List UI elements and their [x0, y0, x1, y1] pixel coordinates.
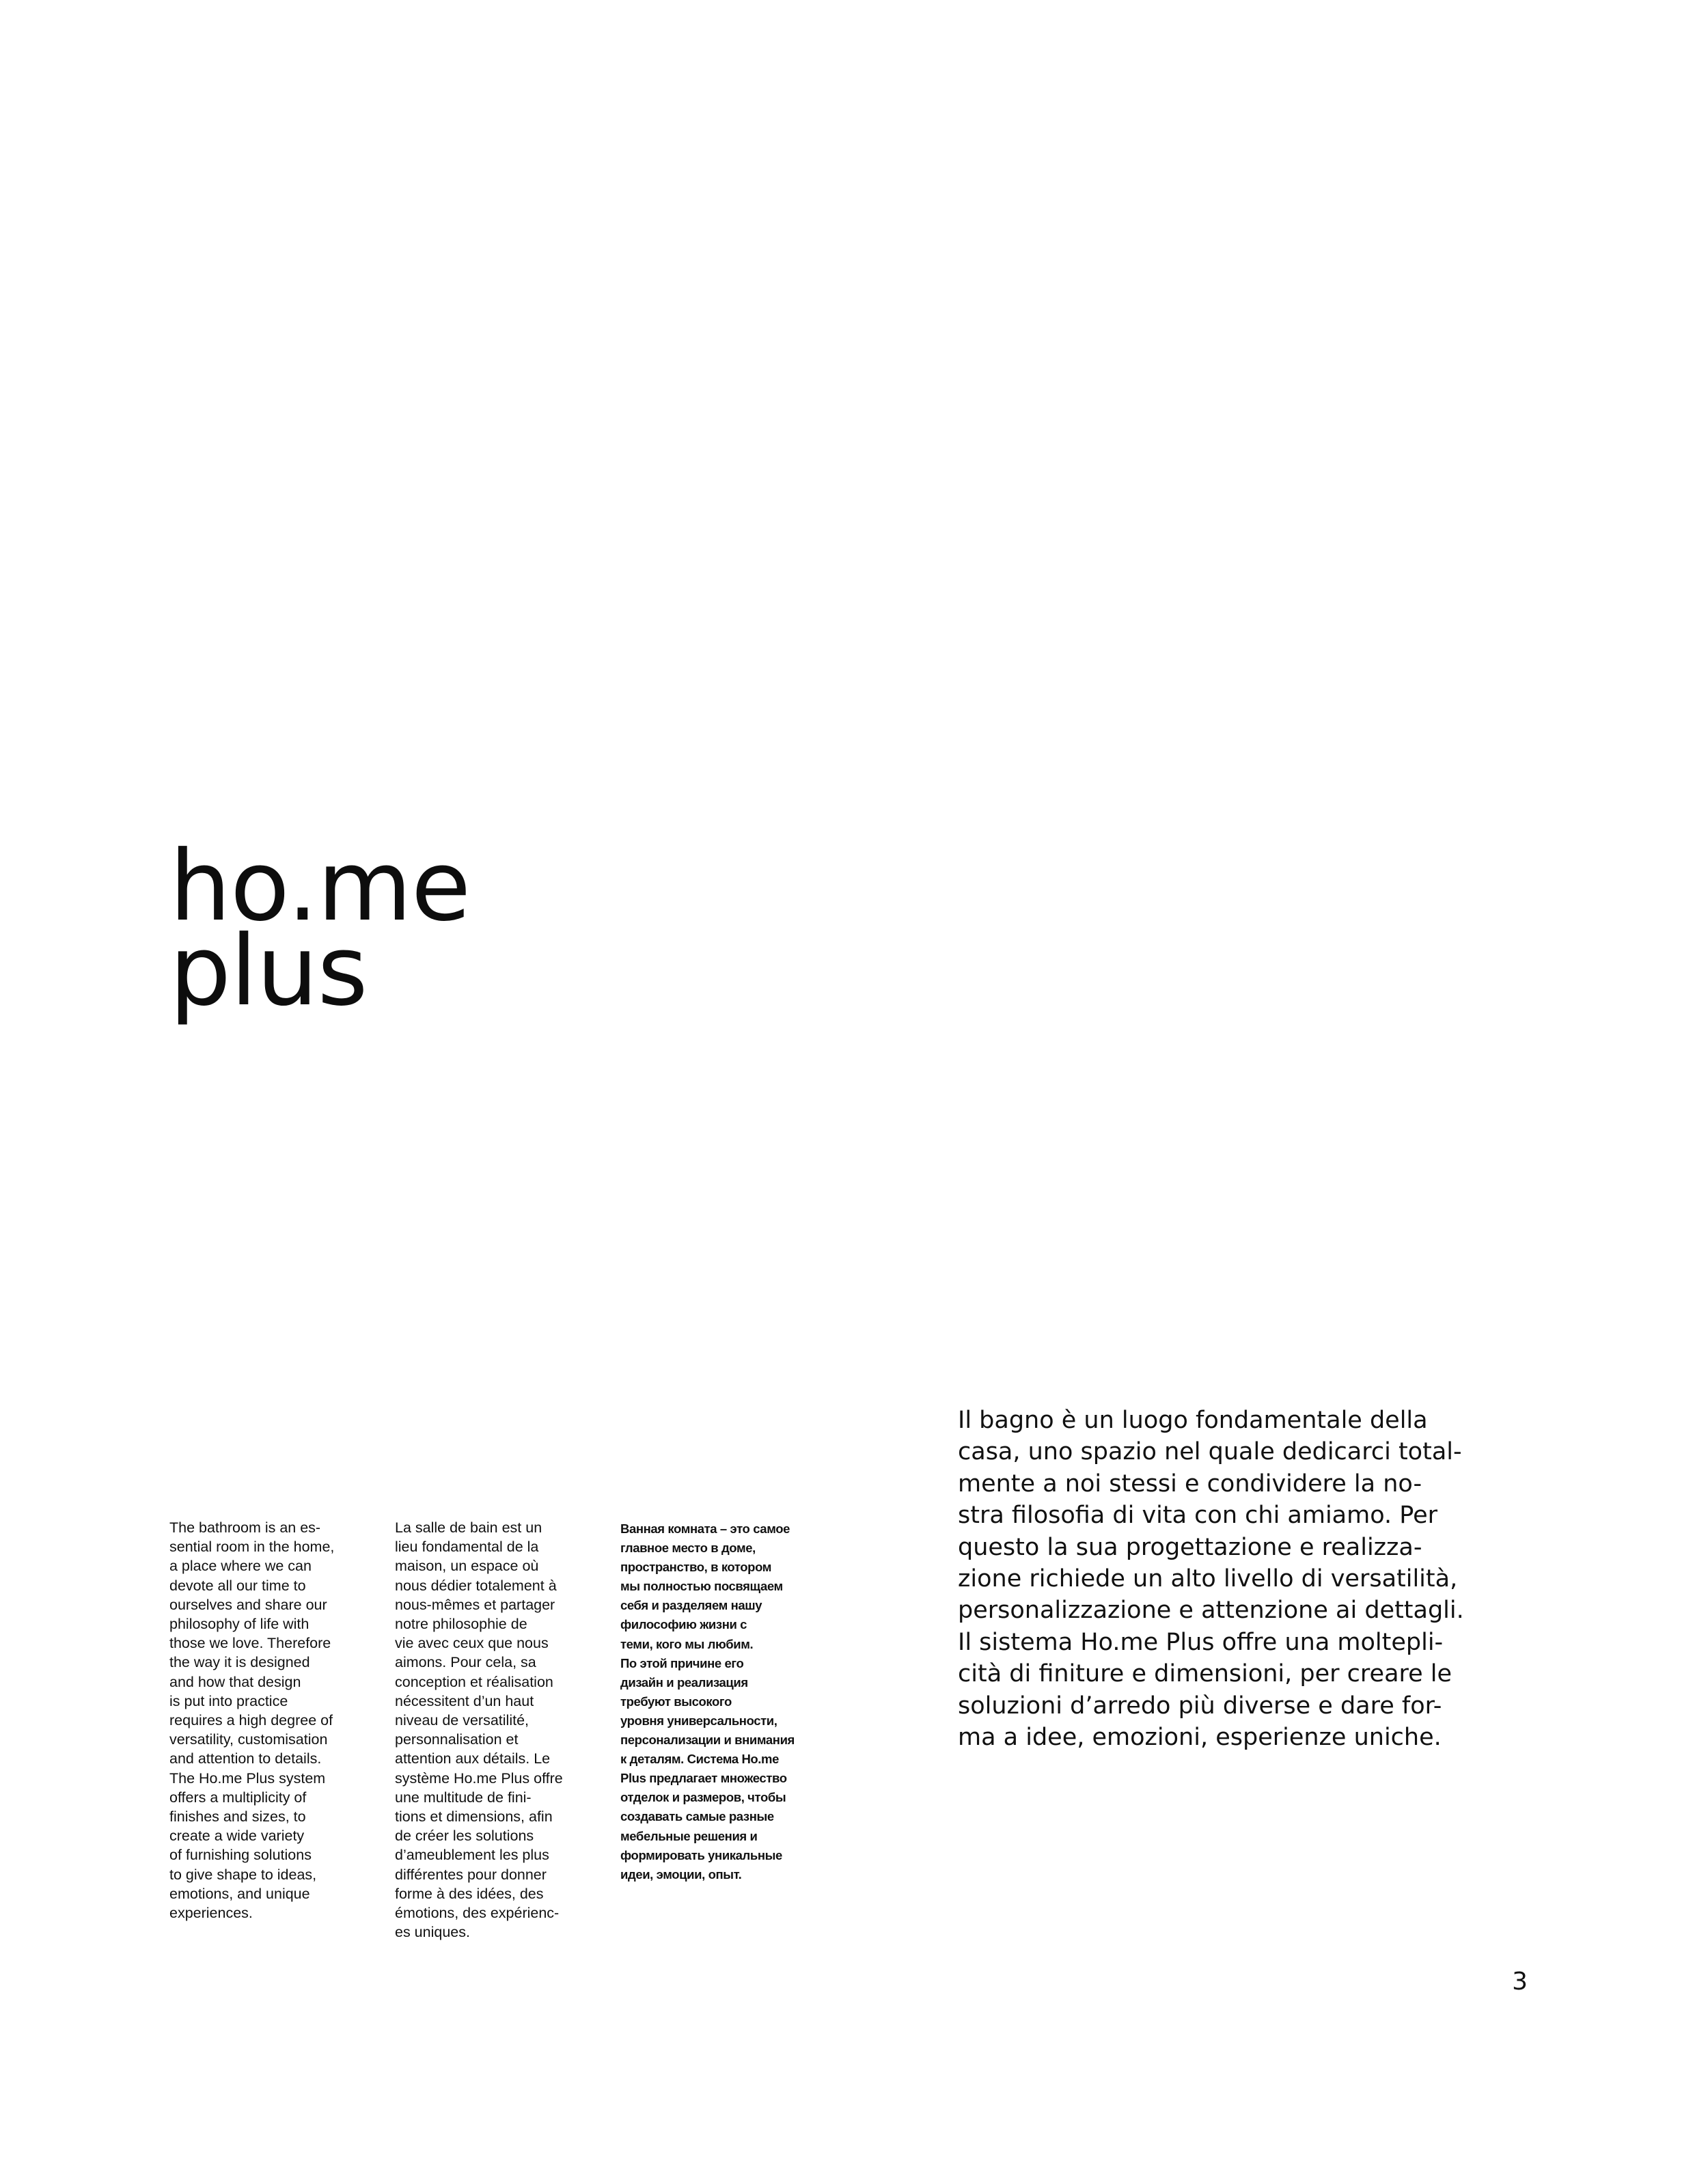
page-number: 3	[1512, 1968, 1528, 1996]
brand-title-line-1: ho.me	[169, 830, 471, 943]
brand-title-line-2: plus	[169, 915, 368, 1028]
brand-title	[169, 830, 471, 1028]
description-french: La salle de bain est un lieu fondamental de la maison, un espace où nous dédier totalement à nous-mêmes et partager notre philosophie de vie avec ceux que nous aimons. Pour cela, sa conception et réalisation nécessitent d’un haut niveau de versatilité, personnalisation et attention aux détails. Le système Ho.me Plus offre une multitude de fini- tions et dimensions, afin de créer les solutions d’ameublement les plus différentes pour donner forme à des idées, des émotions, des expérienc- es uniques.	[395, 1519, 563, 1941]
description-english: The bathroom is an es- sential room in the home, a place where we can devote all our time to ourselves and share our philosophy of life with those we love. Therefore the way it is designed and how that design is put into practice requires a high degree of versatility, customisation and attention to details. The Ho.me Plus system offers a multiplicity of finishes and sizes, to create a wide variety of furnishing solutions to give shape to ideas, emotions, and unique experiences.	[169, 1519, 335, 1922]
description-russian: Ванная комната – это самое главное место в доме, пространство, в котором мы полностью посвящаем себя и разделяем нашу философию жизни с теми, кого мы любим. По этой причине его дизайн и реализация требуют высокого уровня универсальности, персонализации и внимания к деталям. Система Ho.me Plus предлагает множество отделок и размеров, чтобы создавать самые разные мебельные решения и формировать уникальные идеи, эмоции, опыт.	[620, 1521, 795, 1882]
description-italian: Il bagno è un luogo fondamentale della casa, uno spazio nel quale dedicarci total- mente a noi stessi e condividere la no- stra filosofia di vita con chi amiamo. Per questo la sua progettazione e realizza- zione richiede un alto livello di versatilità, personalizzazione e attenzione ai dettagli. Il sistema Ho.me Plus offre una moltepli- cità di finiture e dimensioni, per creare le soluzioni d’arredo più diverse e dare for- ma a idee, emozioni, esperienze uniche.	[958, 1407, 1464, 1752]
